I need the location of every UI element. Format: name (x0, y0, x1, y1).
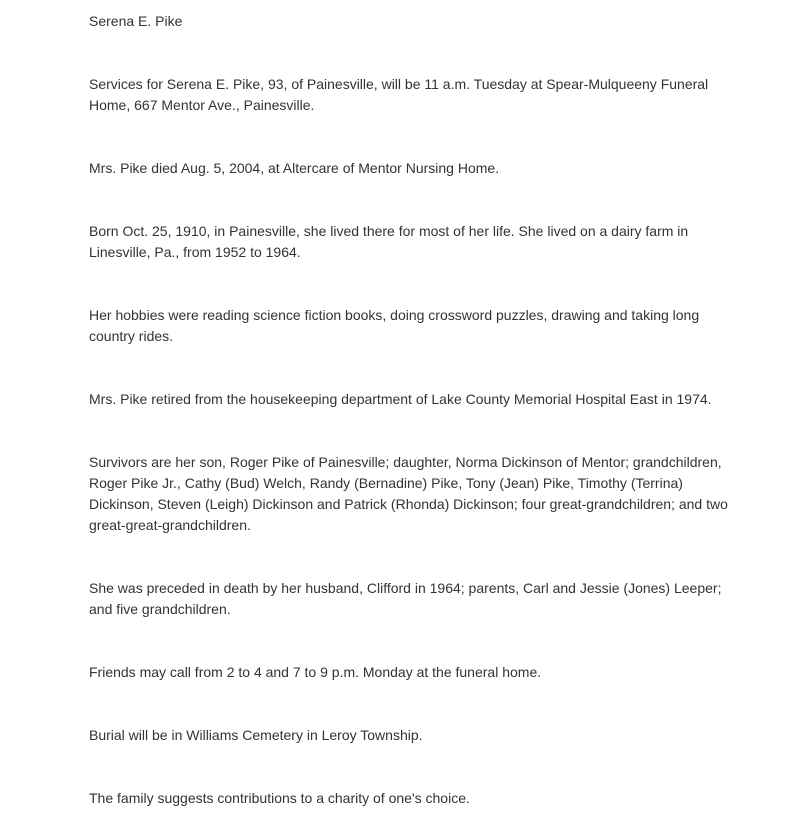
paragraph-survivors: Survivors are her son, Roger Pike of Painesville; daughter, Norma Dickinson of Mentor; grandchildren, Roger Pike Jr., Cathy (Bud) Welch, Randy (Bernadine) Pike, Tony (Jean) Pike, Timothy (Terrina) Dickinson, Steven (Leigh) Dickinson and Patrick (Rhonda) Dickinson; four great-grandchildren; and two great-great-grandchildren. (89, 454, 728, 533)
obituary-title: Serena E. Pike (89, 13, 183, 29)
paragraph-hobbies: Her hobbies were reading science fiction books, doing crossword puzzles, drawing and taking long country rides. (89, 307, 700, 344)
paragraph-contributions: The family suggests contributions to a charity of one's choice. (89, 790, 470, 806)
paragraph-burial: Burial will be in Williams Cemetery in Leroy Township. (89, 727, 423, 743)
paragraph-death: Mrs. Pike died Aug. 5, 2004, at Altercare of Mentor Nursing Home. (89, 160, 500, 176)
paragraph-services: Services for Serena E. Pike, 93, of Painesville, will be 11 a.m. Tuesday at Spear-Mulqueeny Funeral Home, 667 Mentor Ave., Painesville. (89, 76, 709, 113)
paragraph-career: Mrs. Pike retired from the housekeeping department of Lake County Memorial Hospital East in 1974. (89, 391, 712, 407)
paragraph-birth: Born Oct. 25, 1910, in Painesville, she lived there for most of her life. She lived on a dairy farm in Linesville, Pa., from 1952 to 1964. (89, 223, 689, 260)
paragraph-visitation: Friends may call from 2 to 4 and 7 to 9 p.m. Monday at the funeral home. (89, 664, 542, 680)
paragraph-preceded: She was preceded in death by her husband, Clifford in 1964; parents, Carl and Jessie (Jones) Leeper; and five grandchildren. (89, 580, 722, 617)
